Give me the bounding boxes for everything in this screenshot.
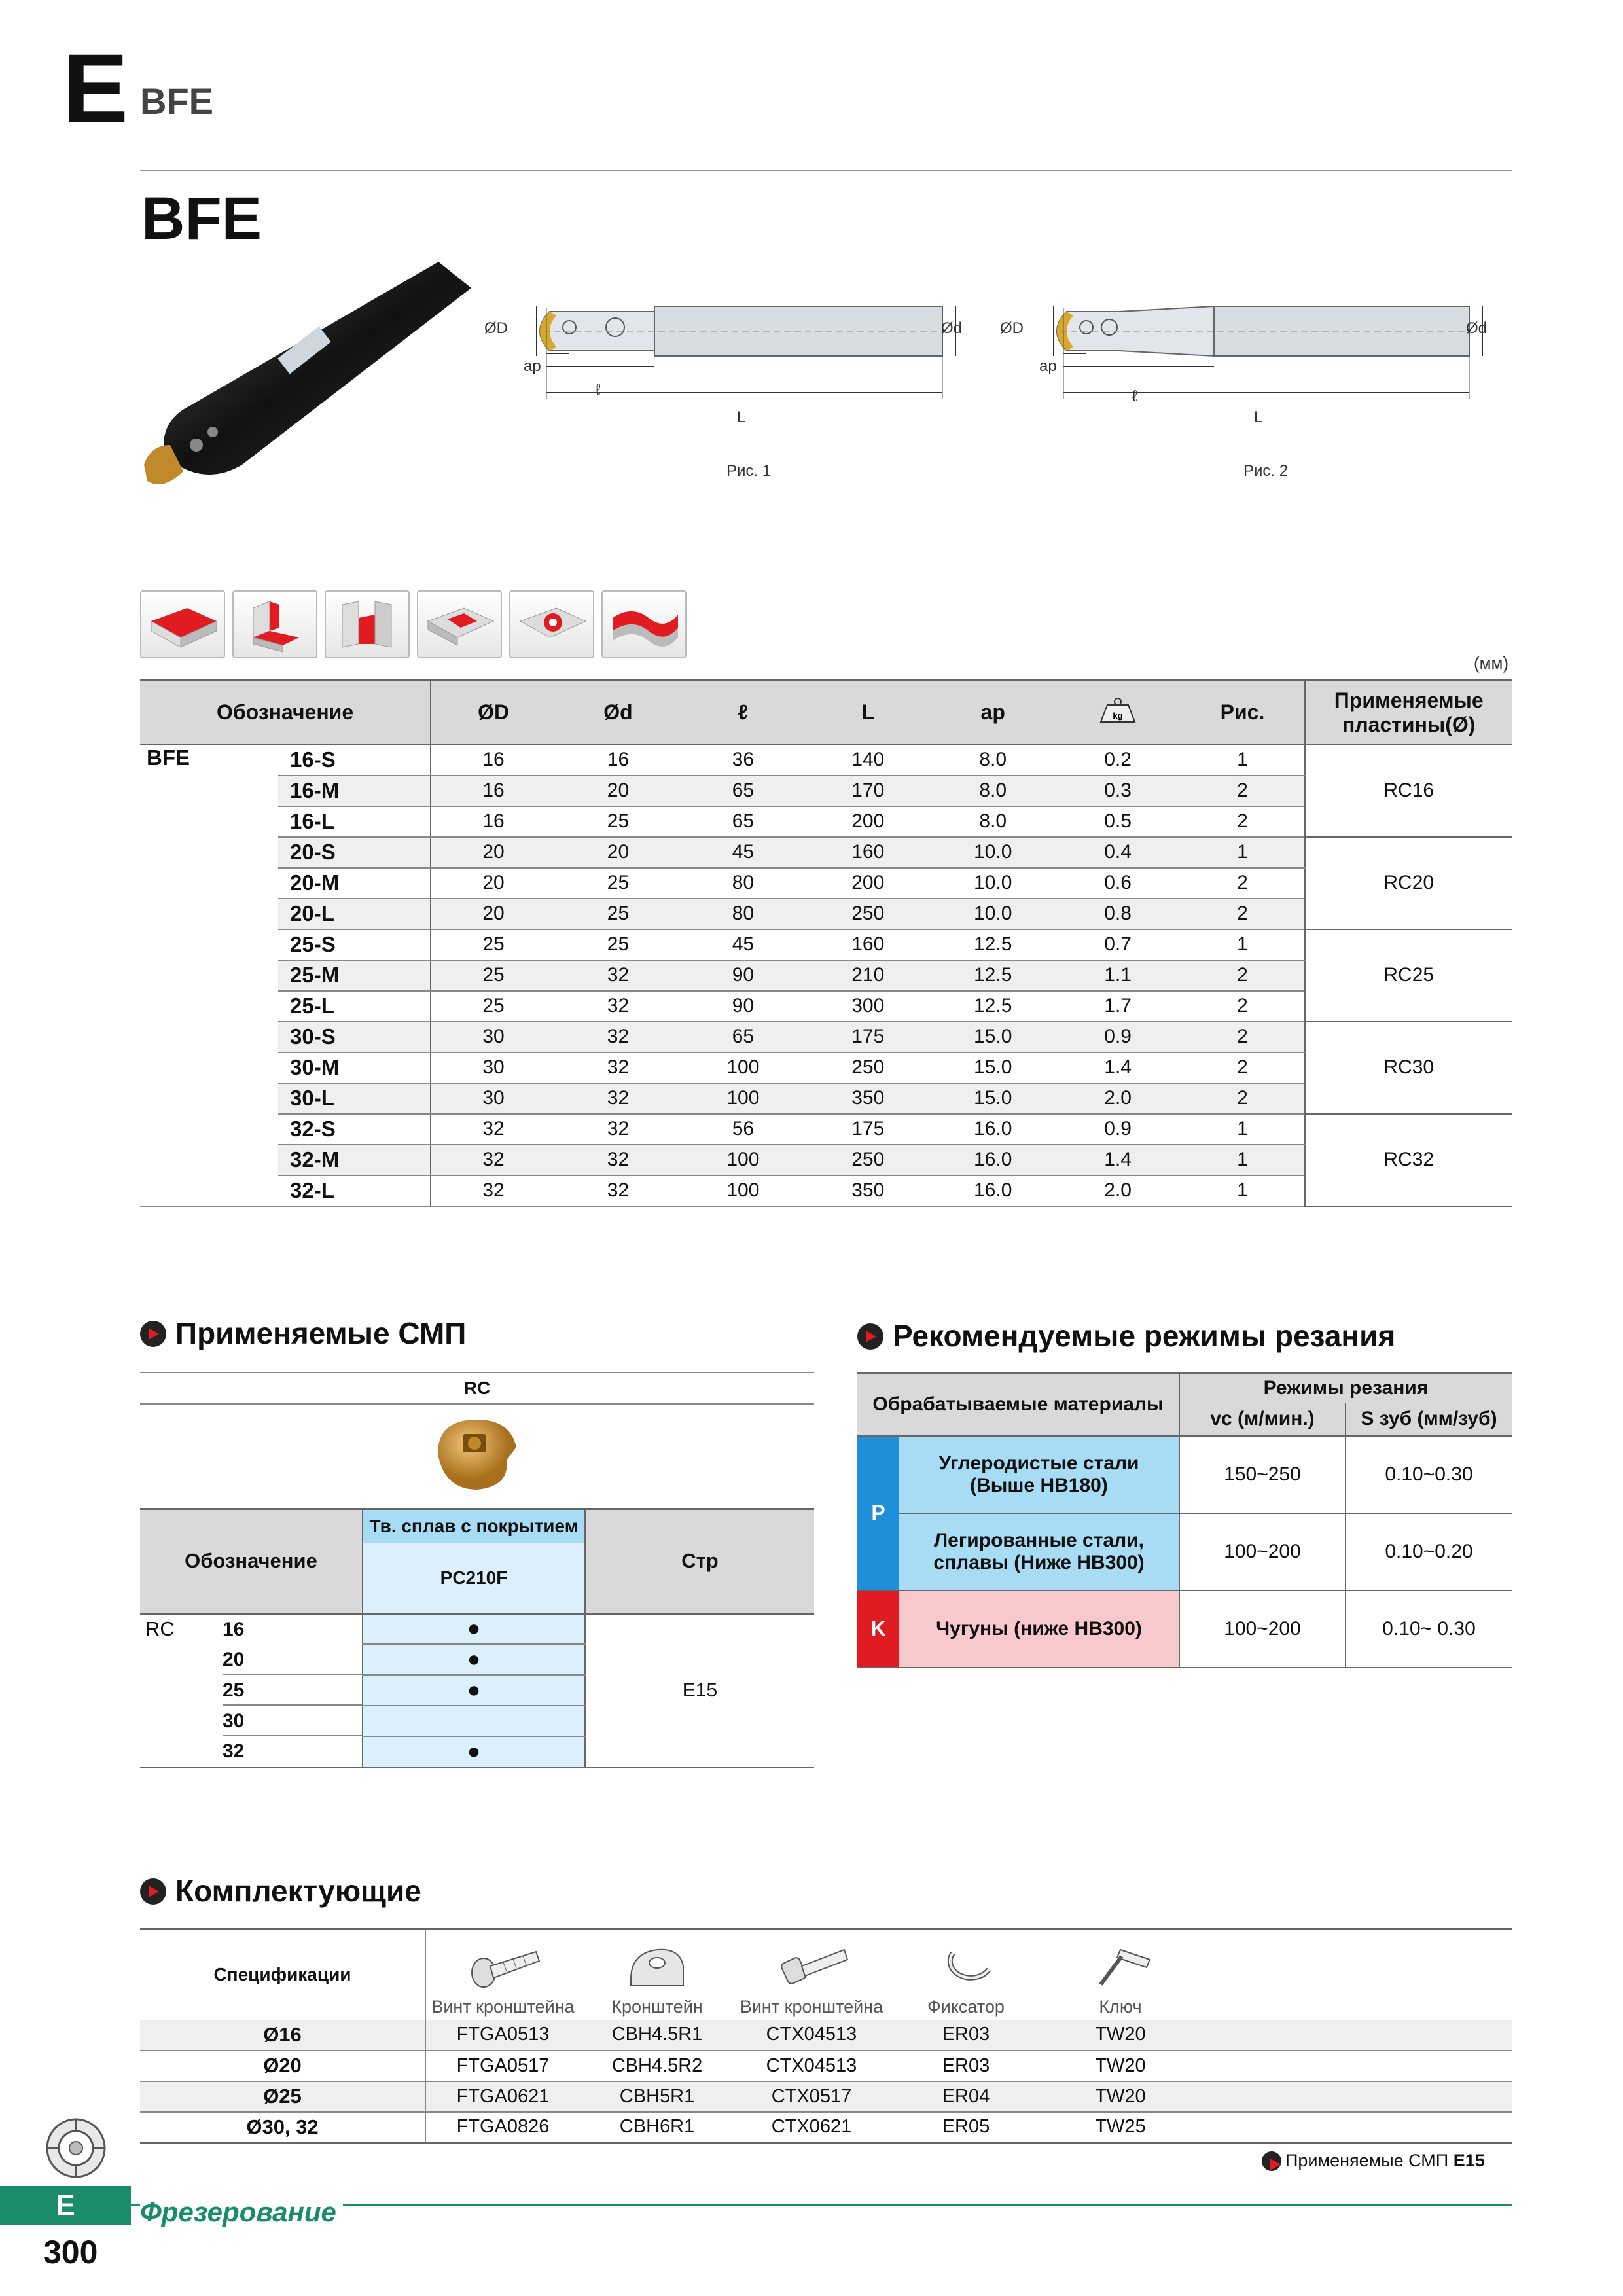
table-cell: 32 <box>556 1175 681 1206</box>
part-code: CTX0517 <box>734 2081 889 2112</box>
insert-cell: RC16 <box>1305 745 1512 837</box>
table-cell: 300 <box>806 991 931 1022</box>
table-cell: 1 <box>1181 1175 1306 1206</box>
part-code: CBH6R1 <box>580 2112 734 2143</box>
material-row: Легированные стали, сплавы (Ниже HB300) <box>899 1513 1179 1590</box>
part-code: FTGA0517 <box>425 2051 580 2081</box>
cut-col-material: Обрабатываемые материалы <box>857 1373 1179 1436</box>
table-cell: 25 <box>431 991 556 1022</box>
material-row: Чугуны (ниже HB300) <box>899 1590 1179 1668</box>
table-cell: 65 <box>681 806 806 837</box>
table-cell: 2 <box>1181 776 1306 806</box>
table-cell: 2 <box>1181 1022 1306 1052</box>
table-row <box>140 745 1512 776</box>
table-cell: 1 <box>1181 745 1306 776</box>
table-cell: 20 <box>556 776 681 806</box>
insert-cell: RC30 <box>1305 1022 1512 1114</box>
footer-ref[interactable]: Применяемые СМП E15 <box>1262 2151 1485 2171</box>
series-cell <box>140 1175 278 1206</box>
fig1-caption: Рис. 1 <box>726 462 772 480</box>
table-cell: 250 <box>806 1145 931 1175</box>
table-cell: 25 <box>556 868 681 899</box>
arrow-bullet-icon <box>1262 2151 1281 2171</box>
acc-part-clamp: Кронштейн <box>580 1929 734 2020</box>
fig2-dim-d: Ød <box>1466 319 1488 337</box>
accessories-section-title: Комплектующие <box>140 1873 421 1909</box>
table-cell: 210 <box>806 960 931 991</box>
series-cell <box>140 899 278 929</box>
arrow-bullet-icon <box>140 1878 166 1905</box>
table-cell: 90 <box>681 960 806 991</box>
insert-size: 32 <box>223 1740 245 1762</box>
ins-col-designation: Обозначение <box>140 1509 363 1613</box>
spacer-cell <box>1198 2051 1512 2081</box>
col-ap: ap <box>931 681 1056 745</box>
ins-col-page: Стр <box>585 1509 814 1613</box>
col-fig: Рис. <box>1181 681 1306 745</box>
table-cell: 20 <box>431 868 556 899</box>
availability-mark: ● <box>363 1644 585 1675</box>
part-code: CTX04513 <box>734 2051 889 2081</box>
tool-code: 32-M <box>278 1145 431 1175</box>
section-subtitle: BFE <box>140 81 213 122</box>
insert-series: RC <box>145 1617 175 1641</box>
table-cell: 12.5 <box>931 960 1056 991</box>
table-cell: 32 <box>556 1022 681 1052</box>
table-cell: 10.0 <box>931 837 1056 868</box>
part-code: ER04 <box>889 2081 1043 2112</box>
part-code: ER05 <box>889 2112 1043 2143</box>
table-cell: 56 <box>681 1114 806 1145</box>
tool-code: 16-S <box>278 745 431 776</box>
table-cell: 350 <box>806 1175 931 1206</box>
tool-code: 16-L <box>278 806 431 837</box>
table-cell: 2.0 <box>1056 1083 1181 1114</box>
figure-1-drawing <box>484 295 988 445</box>
weight-icon <box>1098 696 1137 725</box>
part-code: CTX04513 <box>734 2020 889 2051</box>
footer-section-tab[interactable]: E <box>0 2186 131 2225</box>
fig1-dim-l: ℓ <box>596 381 601 399</box>
insert-designation <box>140 1644 363 1675</box>
table-cell: 170 <box>806 776 931 806</box>
table-cell: 32 <box>556 991 681 1022</box>
series-cell <box>140 991 278 1022</box>
insert-type-label: RC <box>140 1372 814 1404</box>
table-row <box>140 1114 1512 1145</box>
op-plunge-milling-icon <box>509 590 594 658</box>
product-title: BFE <box>141 185 262 252</box>
spec-cell: Ø30, 32 <box>140 2112 425 2143</box>
insert-size: 25 <box>223 1679 245 1701</box>
table-row <box>140 2081 1512 2112</box>
socket-screw-icon <box>772 1940 851 1992</box>
tool-code: 25-M <box>278 960 431 991</box>
availability-mark: ● <box>363 1675 585 1706</box>
table-cell: 1.4 <box>1056 1145 1181 1175</box>
tool-code: 25-S <box>278 929 431 960</box>
fig1-dim-ap: ap <box>524 357 541 375</box>
vc-value: 100~200 <box>1179 1513 1346 1590</box>
table-cell: 10.0 <box>931 868 1056 899</box>
tool-code: 20-S <box>278 837 431 868</box>
spacer-cell <box>1198 2081 1512 2112</box>
table-cell: 140 <box>806 745 931 776</box>
table-cell: 32 <box>431 1114 556 1145</box>
table-cell: 32 <box>556 1114 681 1145</box>
col-D: ØD <box>431 681 556 745</box>
acc-part-screw: Винт кронштейна <box>425 1929 580 2020</box>
col-inserts: Применяемые пластины(Ø) <box>1305 681 1512 745</box>
insert-photo-icon <box>418 1408 536 1499</box>
cutting-section-title: Рекомендуемые режимы резания <box>857 1318 1395 1354</box>
table-row <box>140 2051 1512 2081</box>
table-cell: 32 <box>556 960 681 991</box>
table-cell: 16.0 <box>931 1145 1056 1175</box>
col-d: Ød <box>556 681 681 745</box>
series-cell <box>140 868 278 899</box>
inserts-table <box>140 1372 814 1768</box>
insert-cell: RC25 <box>1305 929 1512 1022</box>
tool-code: 30-M <box>278 1052 431 1083</box>
table-cell: 2 <box>1181 1083 1306 1114</box>
part-code: CTX0621 <box>734 2112 889 2143</box>
vc-value: 150~250 <box>1179 1436 1346 1513</box>
insert-cell: RC20 <box>1305 837 1512 929</box>
table-row <box>140 929 1512 960</box>
header-divider <box>140 170 1512 171</box>
table-cell: 12.5 <box>931 929 1056 960</box>
material-row: Углеродистые стали (Выше HB180) <box>899 1436 1179 1513</box>
fig1-dim-D: ØD <box>484 319 508 337</box>
table-cell: 45 <box>681 837 806 868</box>
spec-cell: Ø20 <box>140 2051 425 2081</box>
spacer-cell <box>1198 2112 1512 2143</box>
tool-photo <box>137 249 478 497</box>
table-cell: 32 <box>431 1175 556 1206</box>
insert-cell: RC32 <box>1305 1114 1512 1206</box>
table-cell: 10.0 <box>931 899 1056 929</box>
table-cell: 25 <box>556 899 681 929</box>
table-cell: 2 <box>1181 991 1306 1022</box>
ins-col-grade-group: Тв. сплав с покрытием <box>363 1509 585 1543</box>
fig2-dim-D: ØD <box>1000 319 1024 337</box>
part-code: TW20 <box>1043 2081 1198 2112</box>
tool-code: 32-S <box>278 1114 431 1145</box>
fig1-dim-L: L <box>737 408 746 426</box>
table-cell: 1 <box>1181 837 1306 868</box>
table-cell: 32 <box>556 1083 681 1114</box>
table-cell: 0.8 <box>1056 899 1181 929</box>
table-row <box>140 1022 1512 1052</box>
torx-key-icon <box>1081 1940 1160 1992</box>
tool-code: 30-L <box>278 1083 431 1114</box>
part-code: ER03 <box>889 2020 1043 2051</box>
table-cell: 200 <box>806 868 931 899</box>
table-cell: 2 <box>1181 899 1306 929</box>
cut-col-vc: vc (м/мин.) <box>1179 1403 1346 1436</box>
clamp-screw-icon <box>464 1940 543 1992</box>
insert-size: 30 <box>223 1710 245 1732</box>
part-code: TW20 <box>1043 2051 1198 2081</box>
op-profile-milling-icon <box>601 590 687 658</box>
series-cell: BFE <box>147 745 190 770</box>
op-face-milling-icon <box>140 590 225 658</box>
table-cell: 0.5 <box>1056 806 1181 837</box>
cut-col-sz: S зуб (мм/зуб) <box>1346 1403 1512 1436</box>
fig2-dim-l: ℓ <box>1132 387 1137 405</box>
col-L: L <box>806 681 931 745</box>
table-cell: 25 <box>556 806 681 837</box>
sz-value: 0.10~0.30 <box>1346 1436 1512 1513</box>
inserts-section-title: Применяемые СМП <box>140 1316 466 1351</box>
table-cell: 160 <box>806 837 931 868</box>
part-code: TW20 <box>1043 2020 1198 2051</box>
table-cell: 16 <box>556 745 681 776</box>
table-cell: 0.9 <box>1056 1022 1181 1052</box>
table-cell: 2.0 <box>1056 1175 1181 1206</box>
table-cell: 16 <box>431 806 556 837</box>
part-code: TW25 <box>1043 2112 1198 2143</box>
vc-value: 100~200 <box>1179 1590 1346 1668</box>
tool-code: 32-L <box>278 1175 431 1206</box>
tool-code: 30-S <box>278 1022 431 1052</box>
series-cell <box>140 1022 278 1052</box>
table-cell: 0.4 <box>1056 837 1181 868</box>
table-cell: 0.2 <box>1056 745 1181 776</box>
part-code: CBH4.5R1 <box>580 2020 734 2051</box>
section-letter: E <box>63 33 129 143</box>
table-cell: 350 <box>806 1083 931 1114</box>
series-cell <box>140 806 278 837</box>
table-cell: 80 <box>681 899 806 929</box>
part-code: FTGA0826 <box>425 2112 580 2143</box>
page-ref-link[interactable]: E15 <box>585 1613 814 1767</box>
table-cell: 15.0 <box>931 1083 1056 1114</box>
acc-part-screw2: Винт кронштейна <box>734 1929 889 2020</box>
sz-value: 0.10~ 0.30 <box>1346 1590 1512 1668</box>
table-cell: 30 <box>431 1083 556 1114</box>
table-cell: 25 <box>431 960 556 991</box>
insert-size: 20 <box>223 1648 245 1670</box>
fig2-caption: Рис. 2 <box>1243 462 1289 480</box>
insert-size: 16 <box>223 1619 245 1641</box>
table-cell: 2 <box>1181 806 1306 837</box>
table-cell: 12.5 <box>931 991 1056 1022</box>
series-cell <box>140 1114 278 1145</box>
table-cell: 0.6 <box>1056 868 1181 899</box>
arrow-bullet-icon <box>857 1323 883 1350</box>
svg-text:kg: kg <box>1113 710 1123 721</box>
table-cell: 16 <box>431 745 556 776</box>
table-cell: 0.9 <box>1056 1114 1181 1145</box>
table-cell: 32 <box>431 1145 556 1175</box>
table-cell: 65 <box>681 776 806 806</box>
series-cell <box>140 960 278 991</box>
table-row <box>140 837 1512 868</box>
spacer-cell <box>1198 2020 1512 2051</box>
table-cell: 0.3 <box>1056 776 1181 806</box>
table-cell: 8.0 <box>931 776 1056 806</box>
col-weight <box>1056 681 1181 745</box>
part-code: FTGA0621 <box>425 2081 580 2112</box>
table-cell: 1.7 <box>1056 991 1181 1022</box>
table-cell: 1 <box>1181 1145 1306 1175</box>
table-cell: 90 <box>681 991 806 1022</box>
spec-cell: Ø16 <box>140 2020 425 2051</box>
table-cell: 250 <box>806 1052 931 1083</box>
table-cell: 1 <box>1181 929 1306 960</box>
insert-designation <box>140 1675 363 1706</box>
col-designation: Обозначение <box>140 681 431 745</box>
table-cell: 100 <box>681 1052 806 1083</box>
cutting-modes-table <box>857 1372 1512 1668</box>
acc-part-key: Ключ <box>1043 1929 1198 2020</box>
cut-col-modes: Режимы резания <box>1179 1373 1512 1403</box>
table-cell: 1 <box>1181 1114 1306 1145</box>
table-cell: 45 <box>681 929 806 960</box>
page-number: 300 <box>43 2234 98 2270</box>
tool-code: 20-M <box>278 868 431 899</box>
sz-value: 0.10~0.20 <box>1346 1513 1512 1590</box>
table-row <box>140 2112 1512 2143</box>
table-cell: 2 <box>1181 1052 1306 1083</box>
table-cell: 100 <box>681 1145 806 1175</box>
insert-designation <box>140 1613 363 1644</box>
table-cell: 65 <box>681 1022 806 1052</box>
tool-code: 25-L <box>278 991 431 1022</box>
table-cell: 0.7 <box>1056 929 1181 960</box>
retaining-ring-icon <box>927 1940 1005 1992</box>
col-l: ℓ <box>681 681 806 745</box>
availability-mark: ● <box>363 1736 585 1767</box>
spec-cell: Ø25 <box>140 2081 425 2112</box>
op-shoulder-milling-icon <box>232 590 317 658</box>
accessories-table <box>140 1928 1512 2144</box>
table-cell: 250 <box>806 899 931 929</box>
table-cell: 30 <box>431 1052 556 1083</box>
part-code: ER03 <box>889 2051 1043 2081</box>
table-cell: 15.0 <box>931 1052 1056 1083</box>
clamp-icon <box>618 1940 696 1992</box>
footer-section-name: Фрезерование <box>140 2197 343 2228</box>
part-code: CBH5R1 <box>580 2081 734 2112</box>
table-cell: 25 <box>556 929 681 960</box>
fig1-dim-d: Ød <box>941 319 963 337</box>
table-cell: 30 <box>431 1022 556 1052</box>
table-cell: 100 <box>681 1083 806 1114</box>
table-cell: 15.0 <box>931 1022 1056 1052</box>
table-cell: 20 <box>556 837 681 868</box>
table-cell: 20 <box>431 899 556 929</box>
group-K-badge: K <box>857 1590 899 1668</box>
table-cell: 32 <box>556 1052 681 1083</box>
tool-code: 20-L <box>278 899 431 929</box>
units-label: (мм) <box>1474 653 1509 673</box>
table-cell: 160 <box>806 929 931 960</box>
availability-mark: ● <box>363 1613 585 1644</box>
acc-part-retainer: Фиксатор <box>889 1929 1043 2020</box>
milling-cutter-logo-icon <box>37 2115 115 2181</box>
series-cell <box>140 1145 278 1175</box>
part-code: FTGA0513 <box>425 2020 580 2051</box>
tool-code: 16-M <box>278 776 431 806</box>
series-cell <box>140 776 278 806</box>
table-cell: 175 <box>806 1022 931 1052</box>
series-cell <box>140 929 278 960</box>
series-cell <box>140 1052 278 1083</box>
acc-col-spec: Спецификации <box>140 1929 425 2020</box>
table-cell: 8.0 <box>931 745 1056 776</box>
series-cell <box>140 837 278 868</box>
table-row <box>140 2020 1512 2051</box>
table-cell: 36 <box>681 745 806 776</box>
op-slot-milling-icon <box>325 590 410 658</box>
table-cell: 16.0 <box>931 1114 1056 1145</box>
insert-designation <box>140 1736 363 1767</box>
table-cell: 20 <box>431 837 556 868</box>
part-code: CBH4.5R2 <box>580 2051 734 2081</box>
arrow-bullet-icon <box>140 1321 166 1347</box>
fig2-dim-L: L <box>1254 408 1263 426</box>
availability-mark <box>363 1706 585 1736</box>
table-cell: 16 <box>431 776 556 806</box>
table-cell: 25 <box>431 929 556 960</box>
table-cell: 32 <box>556 1145 681 1175</box>
table-cell: 1.4 <box>1056 1052 1181 1083</box>
table-cell: 16.0 <box>931 1175 1056 1206</box>
insert-designation <box>140 1706 363 1736</box>
table-cell: 80 <box>681 868 806 899</box>
table-cell: 8.0 <box>931 806 1056 837</box>
table-cell: 100 <box>681 1175 806 1206</box>
table-cell: 2 <box>1181 868 1306 899</box>
ins-col-grade: PC210F <box>363 1543 585 1613</box>
series-cell <box>140 1083 278 1114</box>
table-cell: 200 <box>806 806 931 837</box>
table-cell: 175 <box>806 1114 931 1145</box>
fig2-dim-ap: ap <box>1039 357 1057 375</box>
op-pocket-milling-icon <box>417 590 502 658</box>
table-cell: 2 <box>1181 960 1306 991</box>
table-cell: 1.1 <box>1056 960 1181 991</box>
insert-image <box>140 1404 814 1509</box>
group-P-badge: P <box>857 1436 899 1590</box>
table-row <box>140 1613 814 1644</box>
tool-spec-table <box>140 679 1512 1207</box>
